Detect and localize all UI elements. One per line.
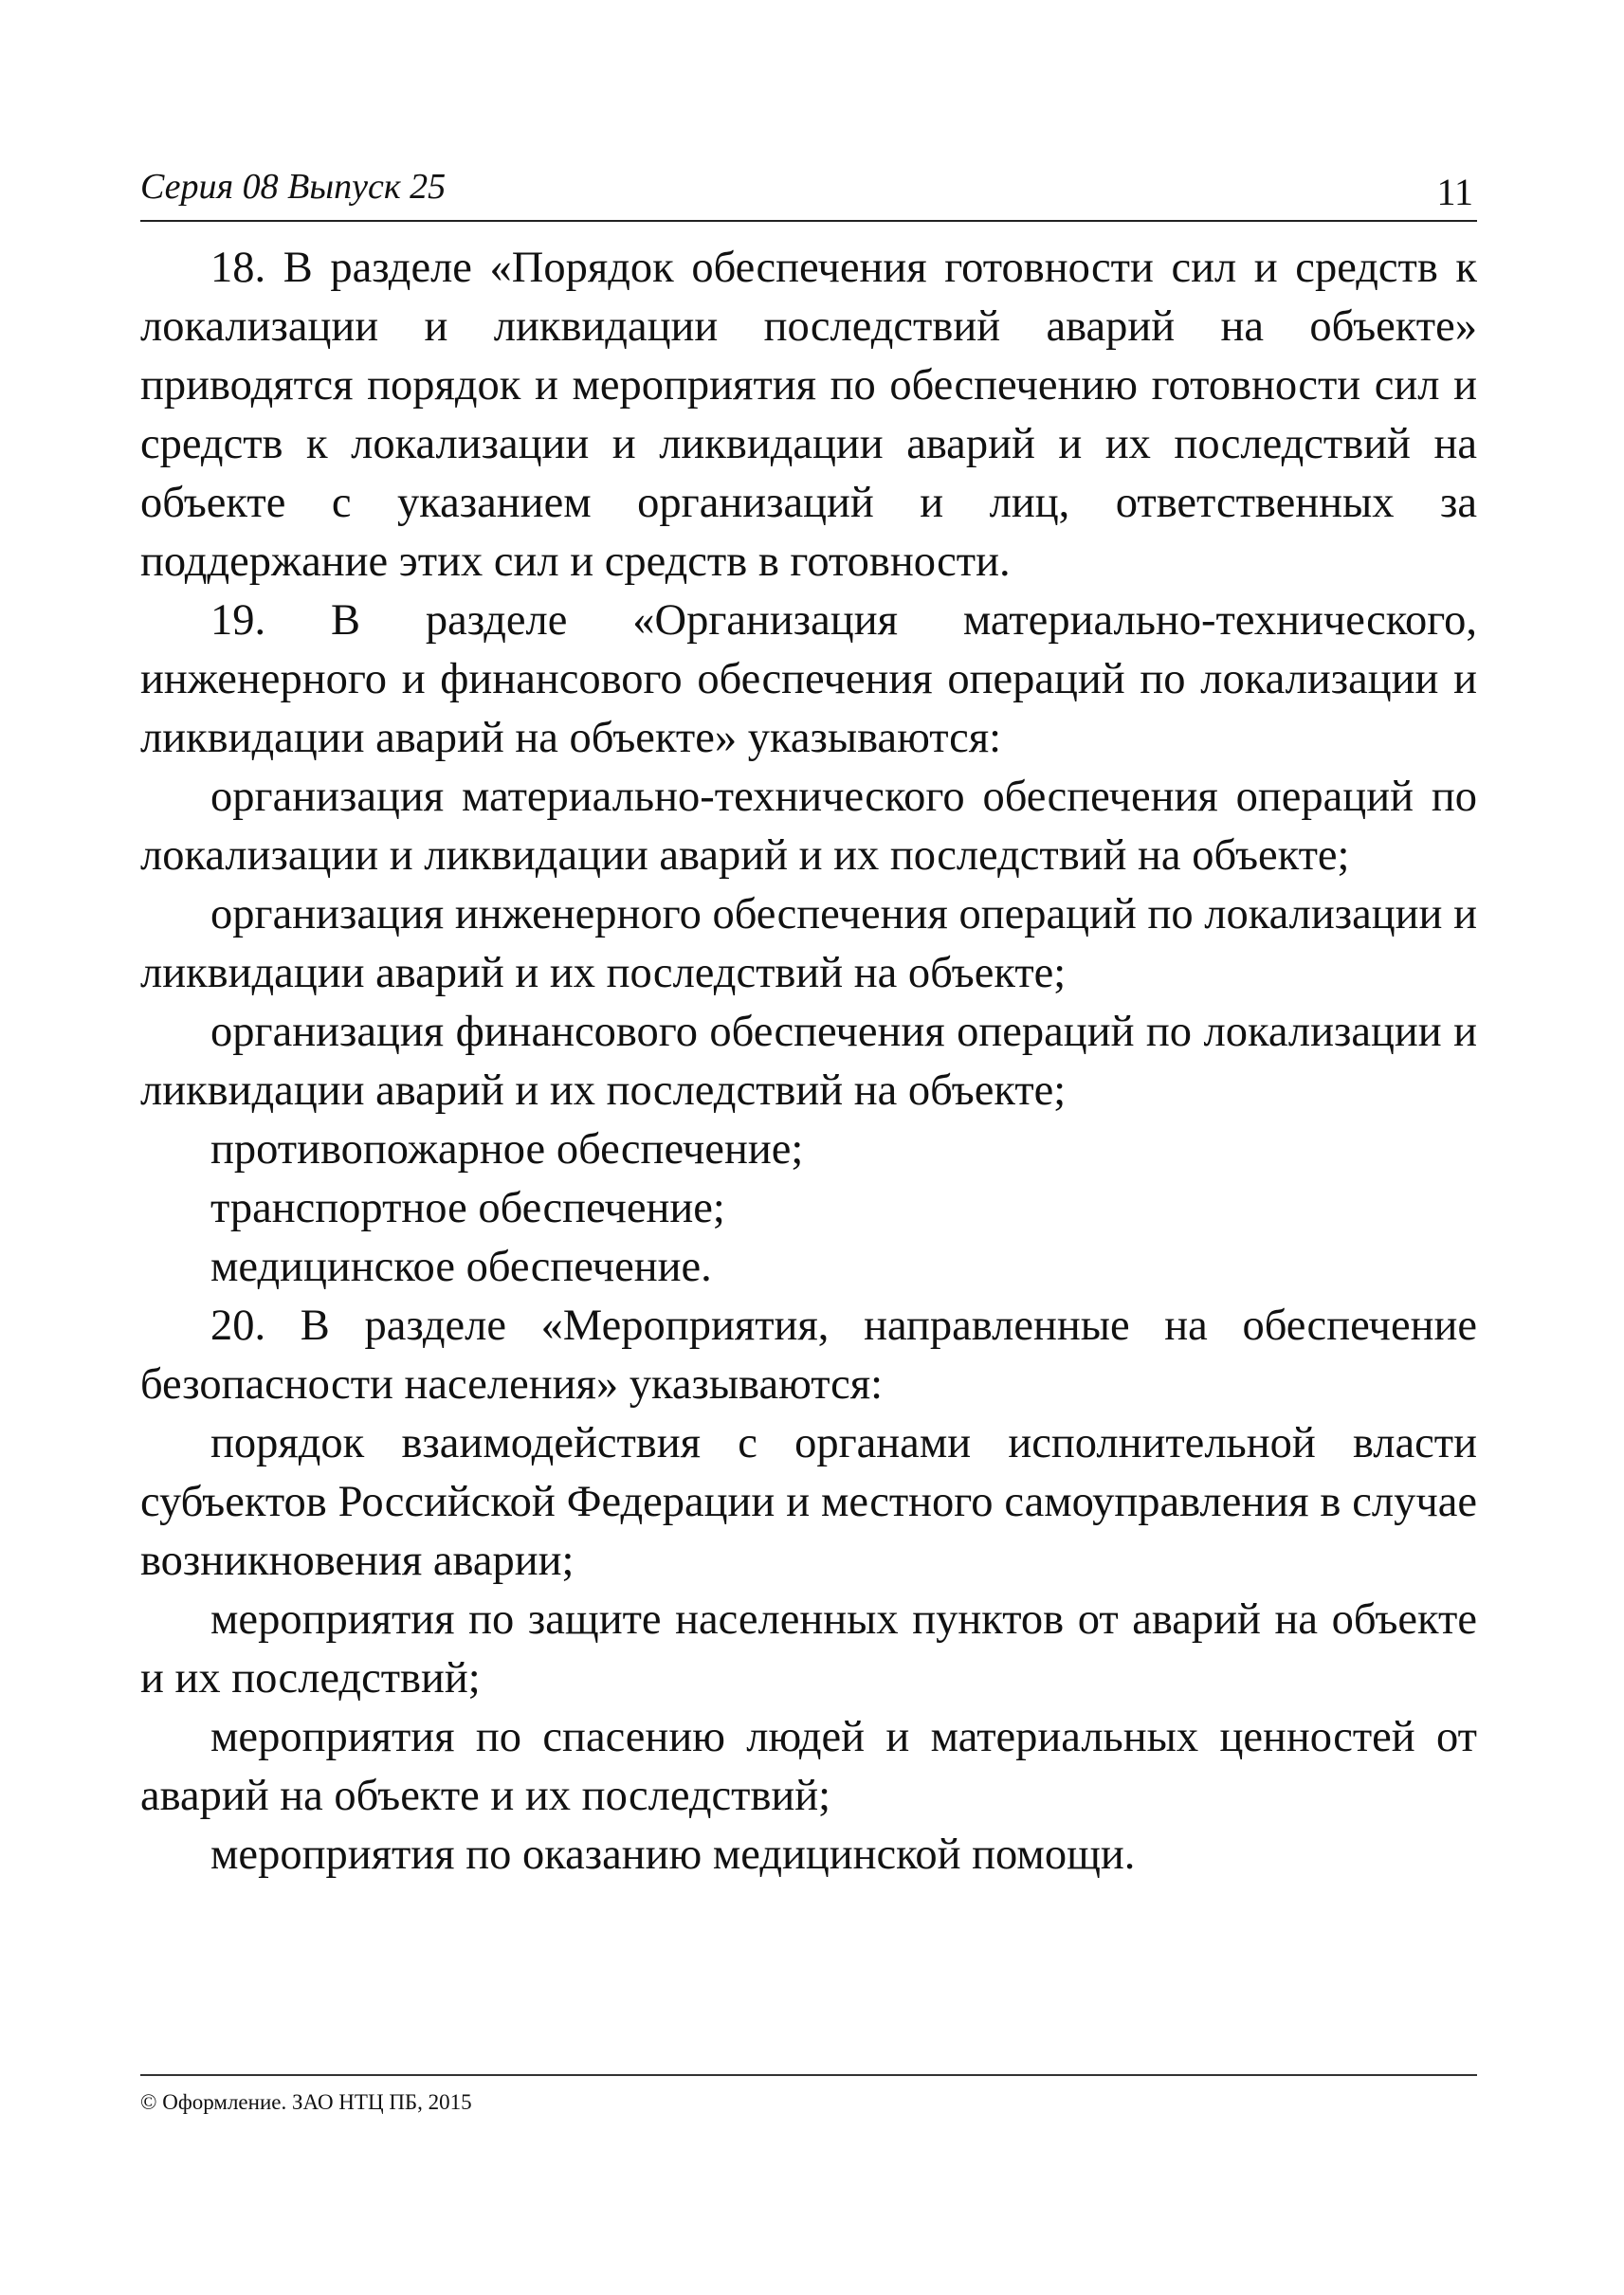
- list-item: организация инженерного обеспечения операций по локализации и ликвидации аварий и их последствий на объекте;: [140, 890, 1477, 997]
- page-header: [140, 163, 1477, 222]
- list-item: медицинское обеспечение.: [210, 1243, 712, 1291]
- body-text: [140, 239, 1477, 1885]
- copyright-note: © Оформление. ЗАО НТЦ ПБ, 2015: [140, 2090, 472, 2114]
- list-item: организация материально-технического обеспечения операций по локализации и ликвидации аварий и их последствий на объекте;: [140, 773, 1477, 880]
- list-item: организация финансового обеспечения операций по локализации и ликвидации аварий и их последствий на объекте;: [140, 1008, 1477, 1115]
- list-item: противопожарное обеспечение;: [210, 1125, 804, 1174]
- paragraph-19: 19. В разделе «Организация материально-технического, инженерного и финансового обеспечения операций по локализации и ликвидации аварий на объекте» указываются:: [140, 596, 1477, 762]
- paragraph-18: 18. В разделе «Порядок обеспечения готовности сил и средств к локализации и ликвидации последствий аварий на объекте» приводятся порядок и мероприятия по обеспечению готовности сил и средств к локализации и ликвидации аварий и их последствий на объекте с указанием организаций и лиц, ответственных за поддержание этих сил и средств в готовности.: [140, 244, 1477, 586]
- list-item: мероприятия по оказанию медицинской помощи.: [210, 1831, 1136, 1879]
- series-label: Серия 08 Выпуск 25: [140, 167, 447, 207]
- paragraph-20: 20. В разделе «Мероприятия, направленные на обеспечение безопасности населения» указываются:: [140, 1302, 1477, 1409]
- list-item: порядок взаимодействия с органами исполнительной власти субъектов Российской Федерации и местного самоуправления в случае возникновения аварии;: [140, 1419, 1477, 1585]
- list-item: мероприятия по защите населенных пунктов от аварий на объекте и их последствий;: [140, 1595, 1477, 1703]
- page-number: 11: [1436, 171, 1473, 213]
- page-footer: [140, 2074, 1477, 2118]
- list-item: транспортное обеспечение;: [210, 1184, 725, 1232]
- list-item: мероприятия по спасению людей и материальных ценностей от аварий на объекте и их последствий;: [140, 1713, 1477, 1820]
